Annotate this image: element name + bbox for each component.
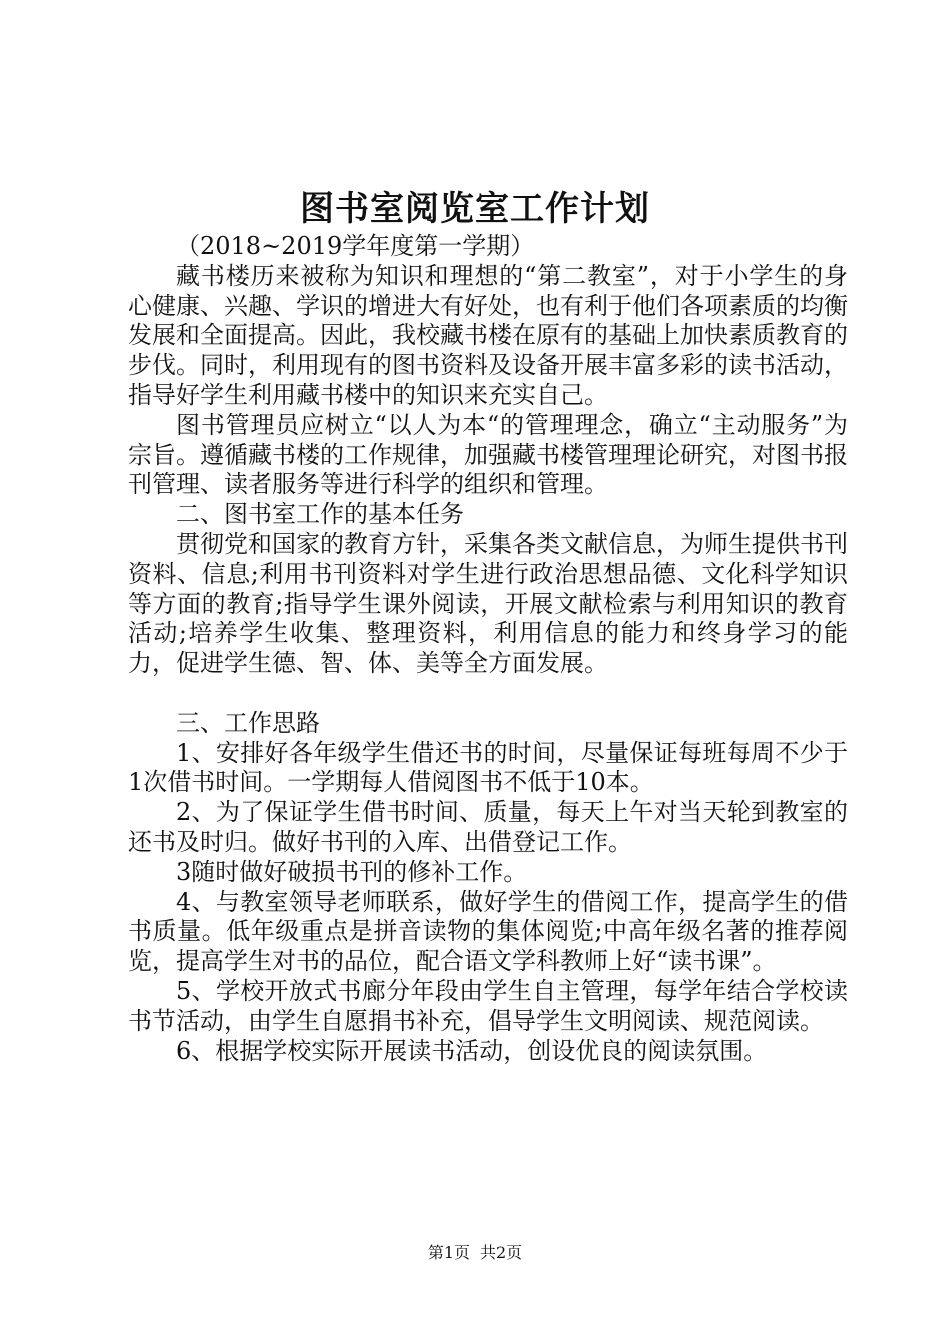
section-heading-work-ideas: 三、工作思路 bbox=[176, 708, 320, 737]
management-paragraph: 图书管理员应树立“以人为本“的管理理念，确立“主动服务”为宗旨。遵循藏书楼的工作规律，加强藏书楼管理理论研究，对图书报刊管理、读者服务等进行科学的组织和管理。 bbox=[128, 410, 848, 499]
work-item-6: 6、根据学校实际开展读书活动，创设优良的阅读氛围。 bbox=[176, 1036, 768, 1065]
work-item-2: 2、为了保证学生借书时间、质量，每天上午对当天轮到教室的还书及时归。做好书刊的入库、出借登记工作。 bbox=[128, 798, 848, 856]
page-footer bbox=[0, 1242, 950, 1264]
intro-paragraph: 藏书楼历来被称为知识和理想的“第二教室”，对于小学生的身心健康、兴趣、学识的增进大有好处，也有利于他们各项素质的均衡发展和全面提高。因此，我校藏书楼在原有的基础上加快素质教育的步伐。同时，利用现有的图书资料及设备开展丰富多彩的读书活动，指导好学生利用藏书楼中的知识来充实自己。 bbox=[128, 261, 848, 409]
document-body bbox=[128, 232, 848, 1066]
document-title: 图书室阅览室工作计划 bbox=[300, 189, 650, 229]
work-item-5: 5、学校开放式书廊分年段由学生自主管理，每学年结合学校读书节活动，由学生自愿捐书补充，倡导学生文明阅读、规范阅读。 bbox=[128, 976, 848, 1035]
page-number: 第1页 bbox=[427, 1243, 470, 1262]
semester-subtitle: （2018~2019学年度第一学期） bbox=[176, 232, 535, 260]
work-item-1: 1、安排好各年级学生借还书的时间，尽量保证每班每周不少于1次借书时间。一学期每人借阅图书不低于10本。 bbox=[128, 738, 848, 797]
section-heading-basic-tasks: 二、图书室工作的基本任务 bbox=[176, 500, 464, 529]
work-item-3: 3随时做好破损书刊的修补工作。 bbox=[176, 857, 528, 886]
page-total: 共2页 bbox=[480, 1243, 523, 1262]
work-item-4: 4、与教室领导老师联系，做好学生的借阅工作，提高学生的借书质量。低年级重点是拼音读物的集体阅览;中高年级名著的推荐阅览，提高学生对书的品位，配合语文学科教师上好“读书课”。 bbox=[128, 887, 848, 976]
basic-tasks-paragraph: 贯彻党和国家的教育方针，采集各类文献信息，为师生提供书刊资料、信息;利用书刊资料对学生进行政治思想品德、文化科学知识等方面的教育;指导学生课外阅读，开展文献检索与利用知识的教育活动;培养学生收集、整理资料，利用信息的能力和终身学习的能力，促进学生德、智、体、美等全方面发展。 bbox=[128, 529, 848, 678]
